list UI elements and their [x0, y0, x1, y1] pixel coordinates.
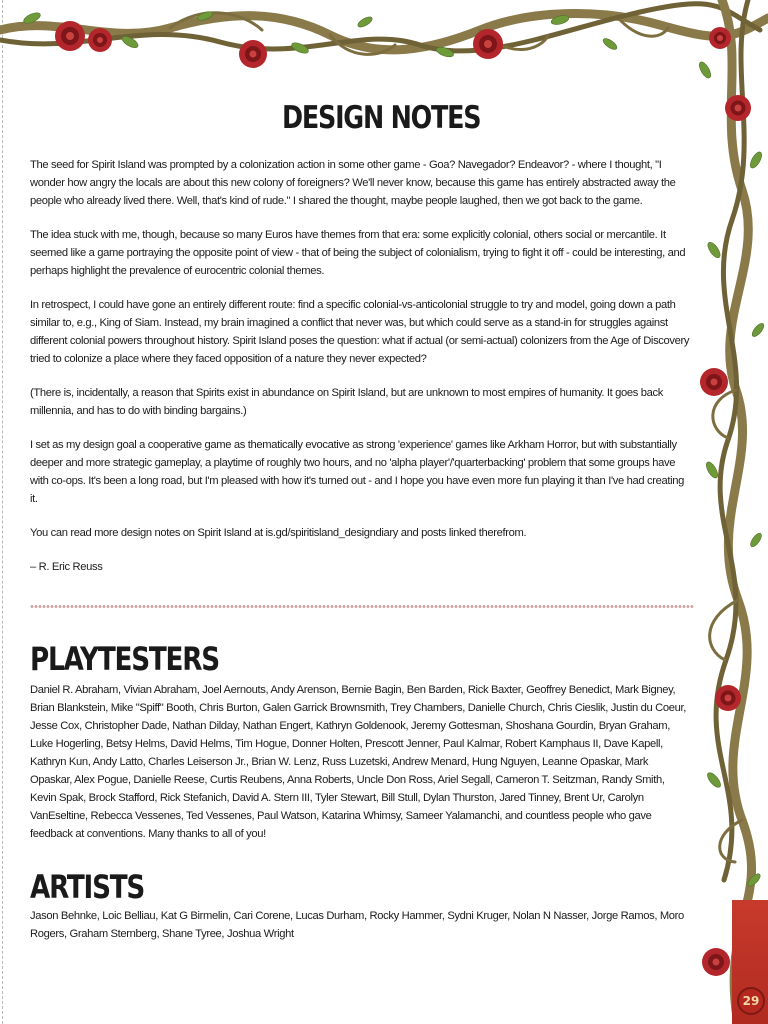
rose: [702, 948, 730, 976]
playtesters-heading: PLAYTESTERS: [30, 640, 219, 678]
artists-list: Jason Behnke, Loic Belliau, Kat G Birmelin, Cari Corene, Lucas Durham, Rocky Hammer, Sydni Kruger, Nolan N Nasser, Jorge Ramos, Moro Rogers, Graham Sternberg, Shane Tyree, Joshua Wright: [30, 910, 684, 940]
leaf: [705, 771, 723, 790]
design-notes-paragraph: In retrospect, I could have gone an entirely different route: find a specific colonial-vs-anticolonial struggle to try and model, going down a path similar to, e.g., King of Siam. Instead, my brain imagined a conflict that never was, but which could serve as a stand-in for struggles against different colonial powers throughout history. Spirit Island poses the question: what if actual (or semi-actual) colonizers from the Age of Discovery tried to colonize a place where they faced opposition of a nature they never expected?: [30, 299, 690, 365]
leaf: [749, 531, 764, 548]
leaf: [750, 322, 766, 339]
leaf: [748, 150, 764, 170]
rose: [473, 29, 503, 59]
leaf: [746, 872, 762, 888]
design-notes-paragraph: The seed for Spirit Island was prompted by a colonization action in some other game - Goa? Navegador? Endeavor? - where I thought, "I wonder how angry the locals are about this new colony of foreigners? We'll never know, because this game has entirely abstracted away the people who already lived there. Well, that's kind of rude." I shared the thought, maybe people laughed, then we got back to the game.: [30, 159, 676, 207]
design-notes-body: [30, 156, 692, 576]
leaf: [196, 10, 213, 22]
right-vine-tendril: [710, 390, 742, 862]
rose: [715, 685, 741, 711]
section-divider: [30, 604, 694, 609]
right-vine: [722, 0, 752, 1024]
top-vine-tendril: [170, 13, 668, 55]
leaf: [356, 15, 373, 29]
design-notes-paragraph: I set as my design goal a cooperative game as thematically evocative as strong 'experience' games like Arkham Horror, but with substantially deeper and more strategic gameplay, a playtime of roughly two hours, and no 'alpha player'/'quarterbacking' problem that some groups have with co-ops. It's been a long road, but I'm pleased with how it's turned out - and I hope you have even more fun playing it than I've had creating it.: [30, 439, 684, 505]
design-notes-paragraph: You can read more design notes on Spirit Island at is.gd/spiritisland_designdiary and posts linked therefrom.: [30, 527, 527, 539]
rose: [709, 27, 731, 49]
leaf: [704, 460, 720, 480]
leaf: [22, 11, 42, 26]
leaf: [120, 34, 140, 50]
rose: [55, 21, 85, 51]
author-signature: – R. Eric Reuss: [30, 561, 103, 573]
leaf: [435, 45, 455, 59]
right-vine-secondary: [716, 0, 748, 880]
design-notes-heading: DESIGN NOTES: [282, 100, 481, 136]
rose: [239, 40, 267, 68]
page-left-edge: [2, 0, 3, 1024]
design-notes-paragraph: (There is, incidentally, a reason that Spirits exist in abundance on Spirit Island, but are unknown to most empires of humanity. It goes back millennia, and has to do with binding bargains.): [30, 387, 664, 417]
page-number: 29: [742, 994, 760, 1008]
playtesters-list: Daniel R. Abraham, Vivian Abraham, Joel Aernouts, Andy Arenson, Bernie Bagin, Ben Barden, Rick Baxter, Geoffrey Benedict, Mark Bigney, Brian Blankstein, Mike "Spiff" Booth, Chris Burton, Galen Garrick Brownsmith, Trey Chambers, Danielle Church, Chris Cieslik, Justin du Coeur, Jesse Cox, Christopher Dade, Nathan Dilday, Nathan Engert, Kathryn Goldenook, Jeremy Gottesman, Shoshana Gourdin, Bryan Graham, Luke Hogerling, Betsy Helms, David Helms, Tim Hogue, Donner Holten, Prescott Jenner, Paul Kalmar, Robert Kamphaus II, Dave Kapell, Kathryn Kun, Andy Latto, Charles Leiserson Jr., Brian W. Lenz, Russ Luzetski, Andrew Menard, Hung Nguyen, Leanne Opaskar, Mark Opaskar, Alex Pogue, Danielle Reese, Curtis Reubens, Anna Roberts, Uncle Don Ross, Ariel Segall, Cameron T. Seitzman, Randy Smith, Kevin Spak, Brock Stafford, Rick Stefanich, David A. Stern III, Tyler Stewart, Bill Stull, Dylan Thurston, Jared Tinney, Brent Ur, Carolyn VanEseltine, Rebecca Vessenes, Ted Vessenes, Paul Watson, Katarina Whimsy, Sameer Yalamanchi, and countless people who gave feedback at conventions. Many thanks to all of you!: [30, 684, 687, 840]
design-notes-paragraph: The idea stuck with me, though, because so many Euros have themes from that era: some explicitly colonial, others social or mercantile. It seemed like a game portraying the opposite point of view - that of being the subject of colonialism, trying to fight it off - could be interesting, and perhaps highlight the prevalence of eurocentric colonial themes.: [30, 229, 686, 277]
rose: [700, 368, 728, 396]
leaf: [601, 37, 618, 52]
rose: [725, 95, 751, 121]
leaf: [697, 60, 713, 80]
top-vine: [0, 14, 768, 50]
leaf: [706, 240, 723, 259]
leaf: [550, 14, 569, 26]
page-number-badge: [737, 987, 765, 1015]
artists-heading: ARTISTS: [30, 868, 145, 906]
top-vine-secondary: [0, 4, 760, 51]
leaf: [290, 41, 310, 56]
rose: [88, 28, 112, 52]
